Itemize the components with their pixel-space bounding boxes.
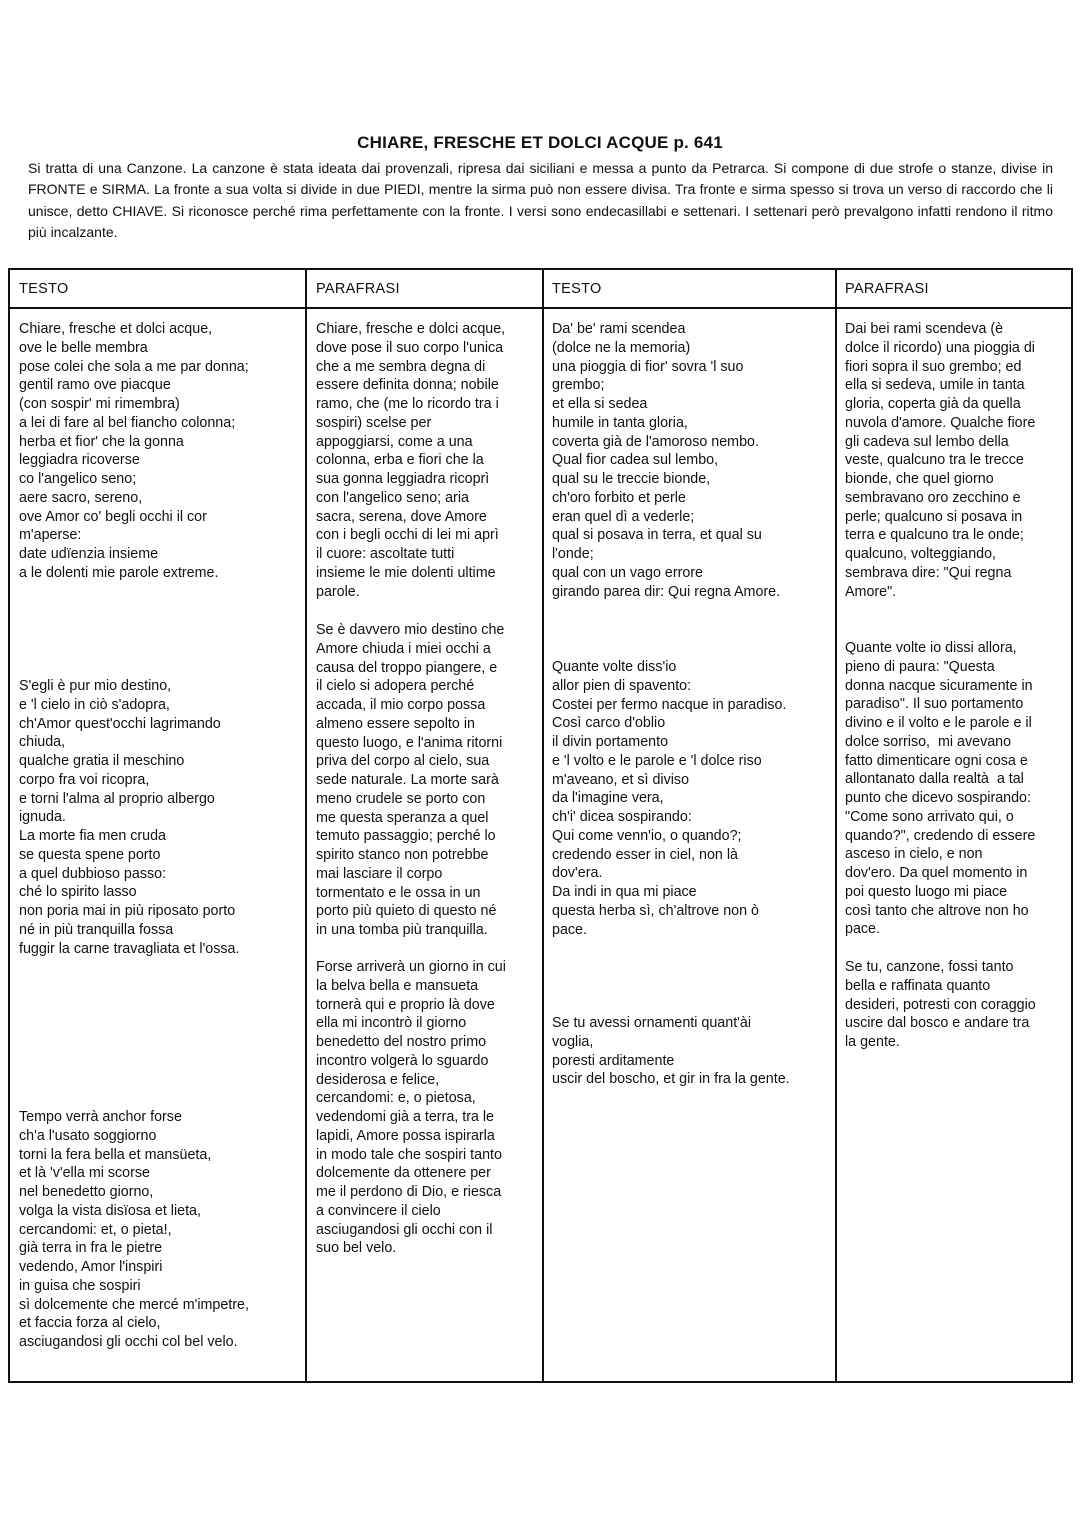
header-parafrasi-2: PARAFRASI (845, 281, 929, 297)
header-divider (10, 307, 1071, 309)
testo-stanza-4: Da' be' rami scendea (dolce ne la memoria) una pioggia di fior' sovra 'l suo grembo; et ella si sedea humile in tanta gloria, coverta già de l'amoroso nembo. Qual fior cadea sul lembo, qual su le treccie bionde, ch'oro forbito et perle eran quel dì a vederle; qual si posava in terra, et qual su l'onde; qual con un vago errore girando parea dir: Qui regna Amore. (552, 321, 781, 600)
testo-stanza-1: Chiare, fresche et dolci acque, ove le belle membra pose colei che sola a me par donna; gentil ramo ove piacque (con sospir' mi rimembra) a lei di fare al bel fiancho colonna; herba et fior' che la gonna leggiadra ricoverse co l'angelico seno; aere sacro, sereno, ove Amor co' begli occhi il cor m'aperse: date udïenzia insieme a le dolenti mie parole extreme. (19, 321, 249, 581)
header-parafrasi-1: PARAFRASI (316, 281, 400, 297)
testo-stanza-5: Quante volte diss'io allor pien di spavento: Costei per fermo nacque in paradiso. Così carco d'oblio il divin portamento e 'l volto e le parole e 'l dolce riso m'aveano, et sì diviso da l'imagine vera, ch'i' dicea sospirando: Qui come venn'io, o quando?; credendo esser in ciel, non là dov'era. Da indi in qua mi piace questa herba sì, ch'altrove non ò pace. (552, 659, 787, 938)
parafrasi-stanza-1: Chiare, fresche e dolci acque, dove pose il suo corpo l'unica che a me sembra degna di essere definita donna; nobile ramo, che (me lo ricordo tra i sospiri) scelse per appoggiarsi, come a una colonna, erba e fiori che la sua gonna leggiadra ricoprì con l'angelico seno; aria sacra, serena, dove Amore con i begli occhi di lei mi aprì il cuore: ascoltate tutti insieme le mie dolenti ultime parole. (316, 321, 506, 600)
parafrasi-congedo: Se tu, canzone, fossi tanto bella e raffinata quanto desideri, potresti con coraggio uscire dal bosco e andare tra la gente. (845, 959, 1036, 1050)
column-divider (835, 270, 837, 1381)
testo-stanza-2: S'egli è pur mio destino, e 'l cielo in ciò s'adopra, ch'Amor quest'occhi lagrimando chiuda, qualche gratia il meschino corpo fra voi ricopra, e torni l'alma al proprio albergo ignuda. La morte fia men cruda se questa spene porto a quel dubbioso passo: ché lo spirito lasso non poria mai in più riposato porto né in più tranquilla fossa fuggir la carne travagliata et l'ossa. (19, 678, 240, 957)
intro-paragraph: Si tratta di una Canzone. La canzone è stata ideata dai provenzali, ripresa dai siciliani e messa a punto da Petrarca. Si compone di due strofe o stanze, divise in FRONTE e SIRMA. La fronte a sua volta si divide in due PIEDI, mentre la sirma può non essere divisa. Tra fronte e sirma spesso si trova un verso di raccordo che li unisce, detto CHIAVE. Si riconosce perché rima perfettamente con la fronte. I versi sono endecasillabi e settenari. I settenari però prevalgono infatti rendono il ritmo più incalzante. (28, 160, 1053, 240)
parafrasi-stanza-3: Forse arriverà un giorno in cui la belva bella e mansueta tornerà qui e proprio là dove ella mi incontrò il giorno benedetto del nostro primo incontro volgerà lo sguardo desiderosa e felice, cercandomi: e, o pietosa, vedendomi già a terra, tra le lapidi, Amore possa ispirarla in modo tale che sospiri tanto dolcemente da ottenere per me il perdono di Dio, e riesca a convincere il cielo asciugandosi gli occhi con il suo bel velo. (316, 959, 506, 1257)
header-testo-1: TESTO (19, 281, 69, 297)
column-divider (542, 270, 544, 1381)
congedo: Se tu avessi ornamenti quant'ài voglia, poresti arditamente uscir del boscho, et gir in fra la gente. (552, 1015, 790, 1088)
testo-stanza-3: Tempo verrà anchor forse ch'a l'usato soggiorno torni la fera bella et mansüeta, et là 'v'ella mi scorse nel benedetto giorno, volga la vista disïosa et lieta, cercandomi: et, o pieta!, già terra in fra le pietre vedendo, Amor l'inspiri in guisa che sospiri sì dolcemente che mercé m'impetre, et faccia forza al cielo, asciugandosi gli occhi col bel velo. (19, 1109, 249, 1350)
parafrasi-stanza-2: Se è davvero mio destino che Amore chiuda i miei occhi a causa del troppo piangere, e il cielo si adopera perché accada, il mio corpo possa almeno essere sepolto in questo luogo, e l'anima ritorni priva del corpo al cielo, sua sede naturale. La morte sarà meno crudele se porto con me questa speranza a quel temuto passaggio; perché lo spirito stanco non potrebbe mai lasciare il corpo tormentato e le ossa in un porto più quieto di questo né in una tomba più tranquilla. (316, 622, 505, 938)
parafrasi-stanza-4: Dai bei rami scendeva (è dolce il ricordo) una pioggia di fiori sopra il suo grembo; ed ella si sedeva, umile in tanta gloria, coperta già da quella nuvola d'amore. Qualche fiore gli cadeva sul lembo della veste, qualcuno tra le trecce bionde, che quel giorno sembravano oro zecchino e perle; qualcuno si posava in terra e qualcuno tra le onde; qualcuno, volteggiando, sembrava dire: "Qui regna Amore". (845, 321, 1036, 600)
parafrasi-stanza-5: Quante volte io dissi allora, pieno di paura: "Questa donna nacque sicuramente in paradiso". Il suo portamento divino e il volto e le parole e il dolce sorriso, mi avevano fatto dimenticare ogni cosa e allontanato dalla realtà a tal punto che dicevo sospirando: "Come sono arrivato qui, o quando?", credendo di essere asceso in cielo, e non dov'ero. Da quel momento in poi questo luogo mi piace così tanto che altrove non ho pace. (845, 640, 1036, 938)
column-divider (305, 270, 307, 1381)
text-paraphrase-table (8, 268, 1073, 1383)
header-testo-2: TESTO (552, 281, 602, 297)
document-title: CHIARE, FRESCHE ET DOLCI ACQUE p. 641 (357, 133, 723, 152)
